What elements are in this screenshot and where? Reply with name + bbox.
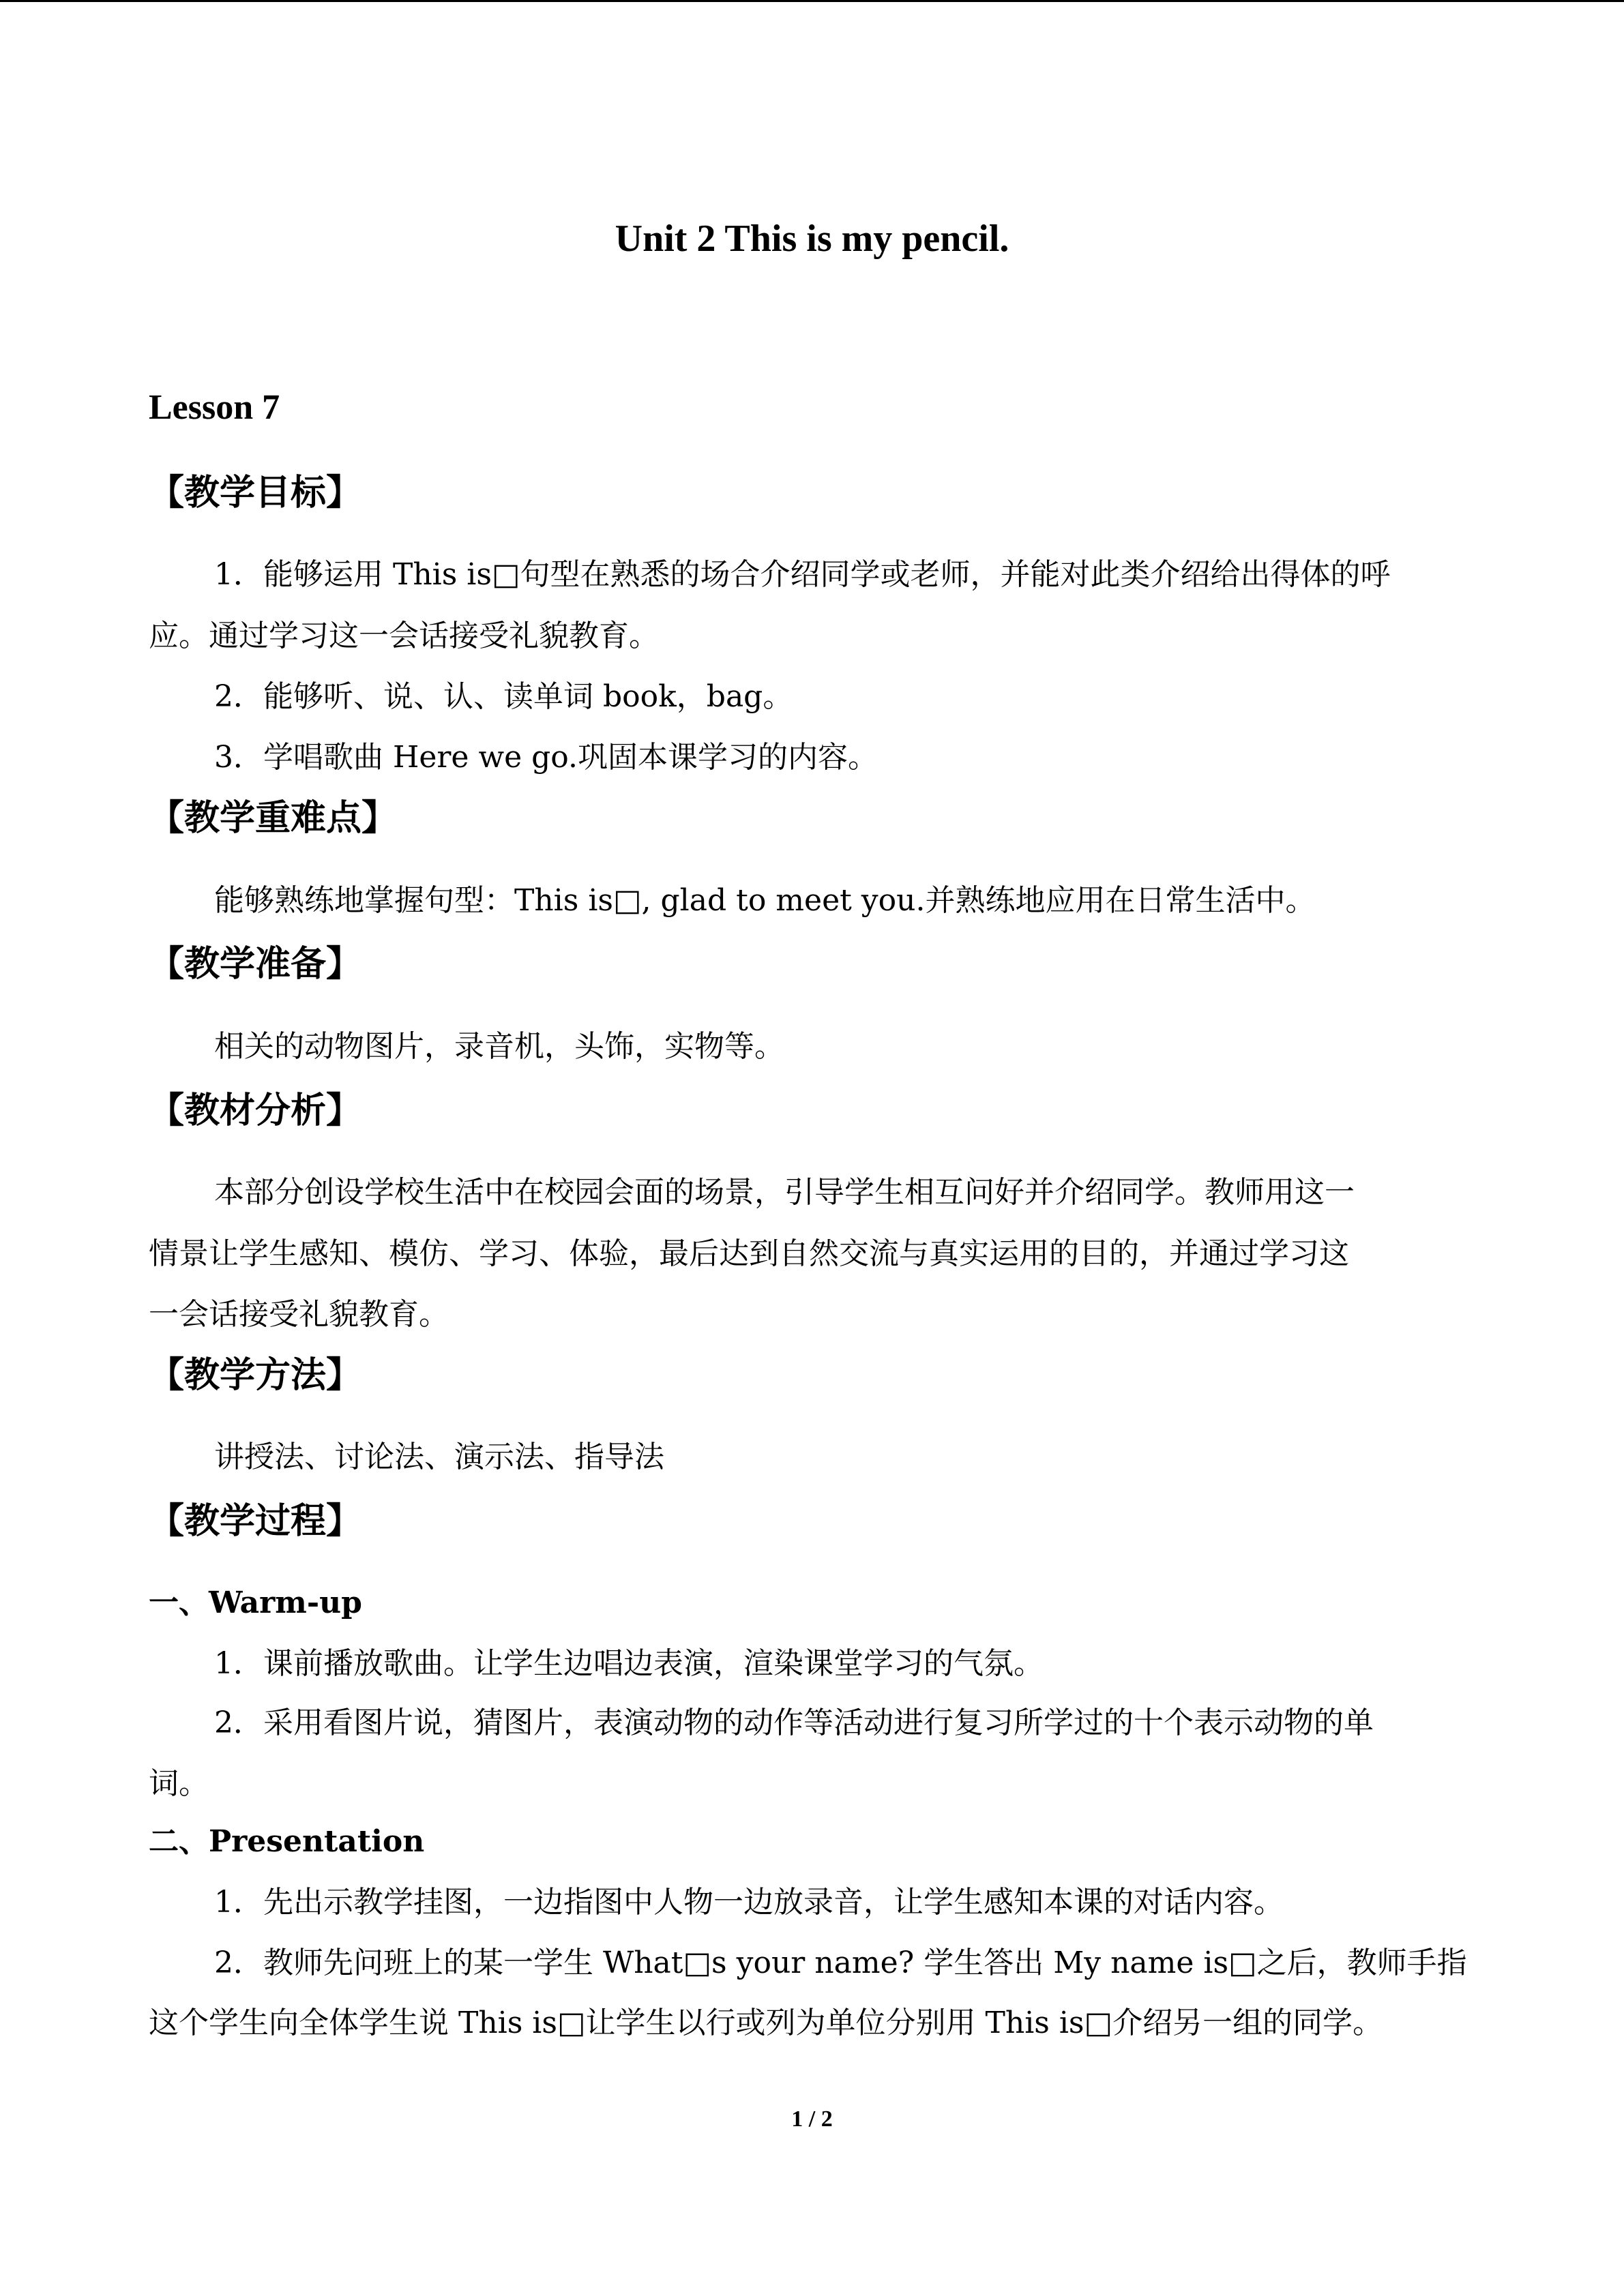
top-border xyxy=(0,0,1624,2)
paragraph-line: 本部分创设学校生活中在校园会面的场景，引导学生相互问好并介绍同学。教师用这一 xyxy=(214,1175,1355,1210)
document-title: Unit 2 This is my pencil. xyxy=(615,218,1009,260)
section-heading-analysis: 【教材分析】 xyxy=(149,1090,362,1131)
lesson-heading: Lesson 7 xyxy=(149,388,280,427)
paragraph-line: 一会话接受礼貌教育。 xyxy=(149,1297,449,1332)
subheading-presentation: 二、Presentation xyxy=(149,1824,425,1859)
section-heading-objectives: 【教学目标】 xyxy=(149,472,362,513)
paragraph-line: 词。 xyxy=(149,1766,209,1801)
paragraph-line: 讲授法、讨论法、演示法、指导法 xyxy=(214,1440,664,1474)
section-heading-preparation: 【教学准备】 xyxy=(149,943,362,985)
subheading-warmup: 一、Warm-up xyxy=(149,1585,362,1620)
paragraph-line: 2．能够听、说、认、读单词 book，bag。 xyxy=(214,679,793,714)
page-number: 1 / 2 xyxy=(791,2106,833,2132)
section-heading-process: 【教学过程】 xyxy=(149,1500,362,1542)
paragraph-line: 1．先出示教学挂图，一边指图中人物一边放录音，让学生感知本课的对话内容。 xyxy=(214,1885,1284,1920)
paragraph-line: 1．能够运用 This is□句型在熟悉的场合介绍同学或老师，并能对此类介绍给出得体的呼 xyxy=(214,557,1391,592)
paragraph-line: 能够熟练地掌握句型：This is□, glad to meet you.并熟练地应用在日常生活中。 xyxy=(214,883,1316,918)
paragraph-line: 相关的动物图片，录音机，头饰，实物等。 xyxy=(214,1029,784,1064)
paragraph-line: 这个学生向全体学生说 This is□让学生以行或列为单位分别用 This is□介绍另一组的同学。 xyxy=(149,2006,1383,2040)
paragraph-line: 3．学唱歌曲 Here we go.巩固本课学习的内容。 xyxy=(214,740,879,775)
paragraph-line: 应。通过学习这一会话接受礼貌教育。 xyxy=(149,618,659,653)
section-heading-key-points: 【教学重难点】 xyxy=(149,797,398,839)
paragraph-line: 1．课前播放歌曲。让学生边唱边表演，渲染课堂学习的气氛。 xyxy=(214,1646,1044,1681)
section-heading-methods: 【教学方法】 xyxy=(149,1354,362,1396)
paragraph-line: 2．采用看图片说，猜图片，表演动物的动作等活动进行复习所学过的十个表示动物的单 xyxy=(214,1705,1374,1740)
paragraph-line: 2．教师先问班上的某一学生 What□s your name? 学生答出 My name is□之后，教师手指 xyxy=(214,1945,1467,1980)
paragraph-line: 情景让学生感知、模仿、学习、体验，最后达到自然交流与真实运用的目的，并通过学习这 xyxy=(149,1236,1349,1271)
